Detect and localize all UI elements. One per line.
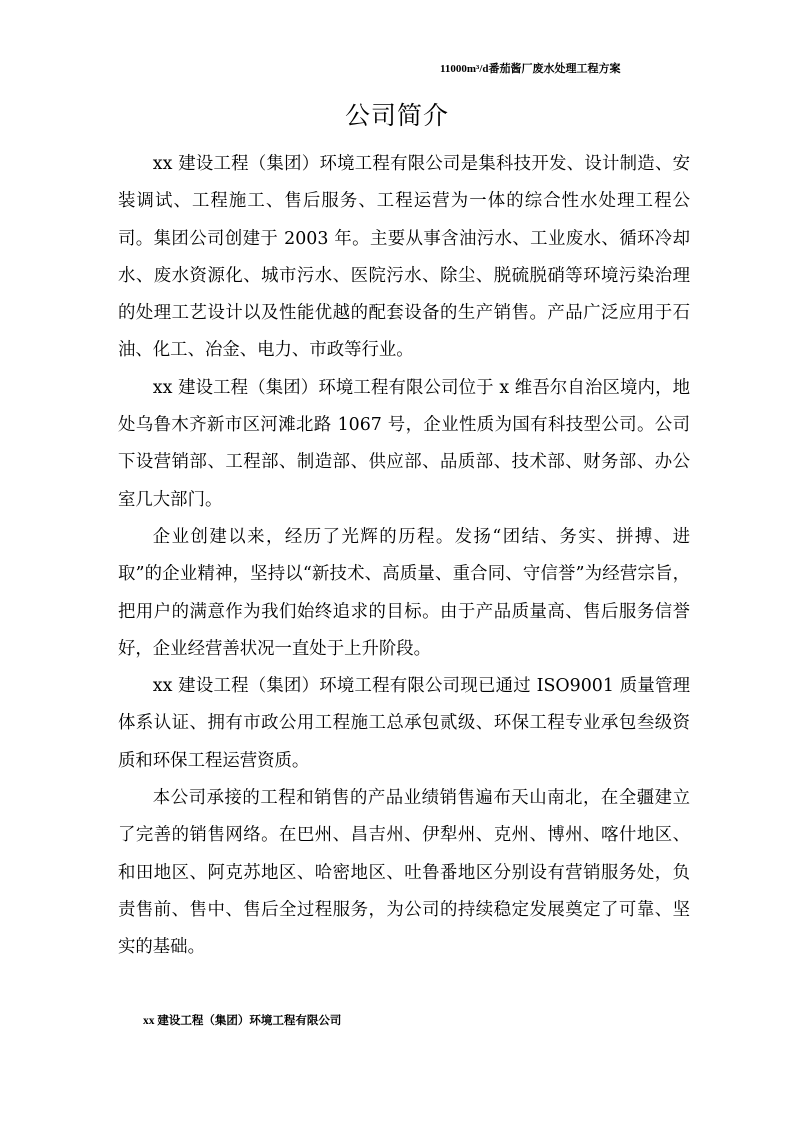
page-header: 11000m³/d番茄酱厂废水处理工程方案: [440, 63, 621, 75]
paragraph-certifications: xx 建设工程（集团）环境工程有限公司现已通过 ISO9001 质量管理体系认证、拥有市政公用工程施工总承包贰级、环保工程专业承包叁级资质和环保工程运营资质。: [118, 676, 690, 771]
paragraph-location-structure: xx 建设工程（集团）环境工程有限公司位于 x 维吾尔自治区境内，地处乌鲁木齐新市区河滩北路 1067 号，企业性质为国有科技型公司。公司下设营销部、工程部、制造部、供应部、品质部、技术部、财务部、办公室几大部门。: [118, 377, 690, 510]
paragraph-history-spirit: 企业创建以来，经历了光辉的历程。发扬“团结、务实、拼搏、进取”的企业精神，坚持以“新技术、高质量、重合同、守信誉”为经营宗旨，把用户的满意作为我们始终追求的目标。由于产品质量高、售后服务信誉好，企业经营善状况一直处于上升阶段。: [118, 526, 690, 659]
document-body: [118, 146, 690, 967]
paragraph-sales-network: 本公司承接的工程和销售的产品业绩销售遍布天山南北，在全疆建立了完善的销售网络。在巴州、昌吉州、伊犁州、克州、博州、喀什地区、和田地区、阿克苏地区、哈密地区、吐鲁番地区分别设有营销服务处，负责售前、售中、售后全过程服务，为公司的持续稳定发展奠定了可靠、坚实的基础。: [118, 788, 690, 958]
paragraph-company-overview: xx 建设工程（集团）环境工程有限公司是集科技开发、设计制造、安装调试、工程施工、售后服务、工程运营为一体的综合性水处理工程公司。集团公司创建于 2003 年。主要从事含油污水、工业废水、循环冷却水、废水资源化、城市污水、医院污水、除尘、脱硫脱硝等环境污染治理的处理工艺设计以及性能优越的配套设备的生产销售。产品广泛应用于石油、化工、冶金、电力、市政等行业。: [118, 154, 690, 361]
page-title: 公司简介: [344, 101, 449, 130]
page-footer: xx 建设工程（集团）环境工程有限公司: [143, 1015, 342, 1027]
